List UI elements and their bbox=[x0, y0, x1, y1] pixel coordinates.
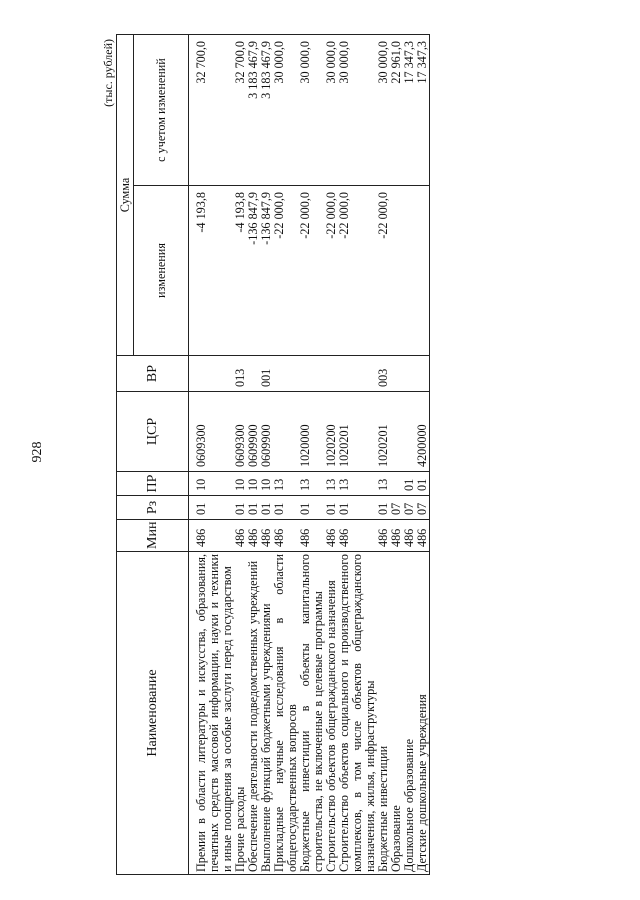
row-pr: 10 bbox=[234, 472, 247, 496]
row-name: Образование bbox=[390, 552, 403, 875]
table-row bbox=[338, 34, 377, 874]
row-min: 486 bbox=[273, 520, 299, 552]
row-name: Выполнение функций бюджетными учреждениями bbox=[260, 552, 273, 875]
row-pr: 13 bbox=[273, 472, 299, 496]
row-csr: 1020200 bbox=[325, 392, 338, 472]
header-pr: ПР bbox=[117, 472, 189, 496]
header-min: Мин bbox=[117, 520, 189, 552]
header-changes: изменения bbox=[134, 186, 189, 356]
rotated-table-wrapper bbox=[100, 35, 560, 875]
row-total: 3 183 467,9 bbox=[260, 34, 273, 185]
row-min: 486 bbox=[390, 520, 403, 552]
header-with-changes: с учетом изменений bbox=[134, 34, 189, 185]
header-vr: ВР bbox=[117, 356, 189, 392]
row-rz: 01 bbox=[299, 496, 325, 520]
row-change: -136 847,9 bbox=[260, 186, 273, 356]
row-pr: 13 bbox=[377, 472, 390, 496]
row-name: Премии в области литературы и искусства, образования, печатных средств массовой информации, науки и техники и иные поощрения за особые заслуги перед государством bbox=[195, 552, 234, 875]
row-rz: 01 bbox=[338, 496, 377, 520]
budget-table bbox=[116, 34, 430, 875]
table-row bbox=[416, 34, 430, 874]
page-number: 928 bbox=[30, 441, 45, 463]
row-vr: 001 bbox=[260, 356, 273, 392]
row-vr bbox=[325, 356, 338, 392]
row-min: 486 bbox=[299, 520, 325, 552]
row-min: 486 bbox=[338, 520, 377, 552]
row-total: 30 000,0 bbox=[325, 34, 338, 185]
row-csr: 0609300 bbox=[195, 392, 234, 472]
row-name: Строительство объектов общегражданского назначения bbox=[325, 552, 338, 875]
row-vr: 003 bbox=[377, 356, 390, 392]
row-vr bbox=[299, 356, 325, 392]
row-rz: 07 bbox=[390, 496, 403, 520]
units-note: (тыс. рублей) bbox=[101, 39, 115, 107]
row-min: 486 bbox=[234, 520, 247, 552]
row-total: 30 000,0 bbox=[338, 34, 377, 185]
row-vr bbox=[403, 356, 416, 392]
row-change bbox=[416, 186, 430, 356]
row-csr: 0609300 bbox=[234, 392, 247, 472]
row-rz: 01 bbox=[273, 496, 299, 520]
row-min: 486 bbox=[247, 520, 260, 552]
row-rz: 07 bbox=[416, 496, 430, 520]
row-pr: 13 bbox=[325, 472, 338, 496]
row-pr: 10 bbox=[247, 472, 260, 496]
row-change: -22 000,0 bbox=[338, 186, 377, 356]
row-rz: 01 bbox=[260, 496, 273, 520]
row-change: -22 000,0 bbox=[273, 186, 299, 356]
row-change bbox=[403, 186, 416, 356]
row-pr: 01 bbox=[416, 472, 430, 496]
table-row bbox=[273, 34, 299, 874]
row-name: Обеспечение деятельности подведомственных учреждений bbox=[247, 552, 260, 875]
row-csr: 1020000 bbox=[299, 392, 325, 472]
row-csr: 0609900 bbox=[260, 392, 273, 472]
row-min: 486 bbox=[416, 520, 430, 552]
row-name: Бюджетные инвестиции bbox=[377, 552, 390, 875]
row-name: Детские дошкольные учреждения bbox=[416, 552, 430, 875]
row-total: 32 700,0 bbox=[195, 34, 234, 185]
row-csr bbox=[273, 392, 299, 472]
row-change: -4 193,8 bbox=[234, 186, 247, 356]
row-pr: 13 bbox=[338, 472, 377, 496]
header-sum: Сумма bbox=[117, 34, 134, 355]
row-total: 17 347,3 bbox=[403, 34, 416, 185]
row-csr: 1020201 bbox=[338, 392, 377, 472]
header-csr: ЦСР bbox=[117, 392, 189, 472]
row-pr: 01 bbox=[403, 472, 416, 496]
header-rz: Рз bbox=[117, 496, 189, 520]
row-change: -22 000,0 bbox=[325, 186, 338, 356]
row-rz: 01 bbox=[247, 496, 260, 520]
row-csr bbox=[390, 392, 403, 472]
row-total: 30 000,0 bbox=[377, 34, 390, 185]
row-vr bbox=[195, 356, 234, 392]
row-rz: 01 bbox=[195, 496, 234, 520]
row-vr bbox=[338, 356, 377, 392]
row-total: 22 961,0 bbox=[390, 34, 403, 185]
row-rz: 01 bbox=[234, 496, 247, 520]
row-total: 30 000,0 bbox=[273, 34, 299, 185]
row-pr: 13 bbox=[299, 472, 325, 496]
row-change: -136 847,9 bbox=[247, 186, 260, 356]
row-pr: 10 bbox=[195, 472, 234, 496]
row-csr: 0609900 bbox=[247, 392, 260, 472]
row-min: 486 bbox=[325, 520, 338, 552]
table-row bbox=[299, 34, 325, 874]
header-name: Наименование bbox=[117, 552, 189, 875]
row-min: 486 bbox=[260, 520, 273, 552]
row-pr: 10 bbox=[260, 472, 273, 496]
row-change: -4 193,8 bbox=[195, 186, 234, 356]
row-total: 30 000,0 bbox=[299, 34, 325, 185]
row-change: -22 000,0 bbox=[299, 186, 325, 356]
row-total: 32 700,0 bbox=[234, 34, 247, 185]
row-min: 486 bbox=[195, 520, 234, 552]
row-rz: 01 bbox=[325, 496, 338, 520]
row-name: Строительство объектов социального и производственного комплексов, в том числе объектов общегражданского назначения, жилья, инфраструктуры bbox=[338, 552, 377, 875]
row-vr bbox=[416, 356, 430, 392]
row-vr bbox=[273, 356, 299, 392]
row-name: Прикладные научные исследования в области общегосударственных вопросов bbox=[273, 552, 299, 875]
row-rz: 07 bbox=[403, 496, 416, 520]
row-vr: 013 bbox=[234, 356, 247, 392]
row-csr: 4200000 bbox=[416, 392, 430, 472]
row-total: 17 347,3 bbox=[416, 34, 430, 185]
row-name: Бюджетные инвестиции в объекты капитального строительства, не включенные в целевые программы bbox=[299, 552, 325, 875]
row-total: 3 183 467,9 bbox=[247, 34, 260, 185]
row-name: Прочие расходы bbox=[234, 552, 247, 875]
table-row bbox=[377, 34, 390, 874]
row-change: -22 000,0 bbox=[377, 186, 390, 356]
row-change bbox=[390, 186, 403, 356]
row-rz: 01 bbox=[377, 496, 390, 520]
table-row bbox=[195, 34, 234, 874]
row-min: 486 bbox=[403, 520, 416, 552]
row-csr: 1020201 bbox=[377, 392, 390, 472]
row-name: Дошкольное образование bbox=[403, 552, 416, 875]
row-min: 486 bbox=[377, 520, 390, 552]
row-vr bbox=[390, 356, 403, 392]
